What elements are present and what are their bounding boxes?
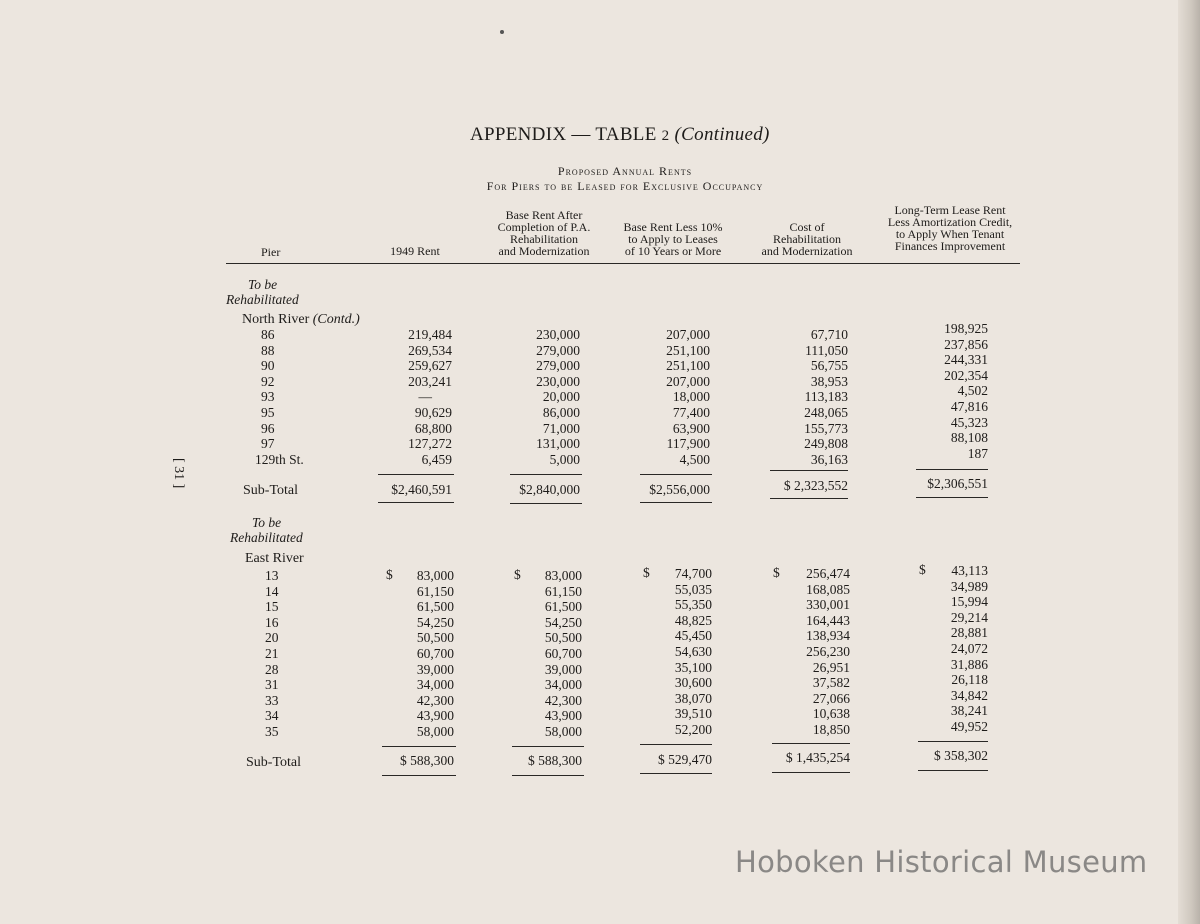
pier-cell: 21 xyxy=(265,645,279,661)
section1-subtotal-label: Sub-Total xyxy=(243,483,299,498)
section2-label-line2: Rehabilitated xyxy=(230,530,303,545)
cost-cell: 330,001 xyxy=(806,597,850,613)
title-number: 2 xyxy=(661,128,670,144)
column-header-1949-rent: 1949 Rent xyxy=(390,244,440,258)
column-header-long-term xyxy=(874,204,1026,252)
subtitle-line1: Proposed Annual Rents xyxy=(557,164,693,178)
rent-cell: 42,300 xyxy=(416,692,454,708)
subtotal-underline xyxy=(512,775,584,776)
longterm-cell: 237,856 xyxy=(944,336,988,352)
column-header-cost xyxy=(750,221,864,257)
ink-speck xyxy=(500,30,504,34)
rent-cell: 90,629 xyxy=(414,404,452,420)
longterm-cell: 34,989 xyxy=(950,578,988,594)
section2-subtotal-longterm: $ 358,302 xyxy=(934,748,988,763)
less10-cell: 52,200 xyxy=(674,721,712,737)
cost-cell: 111,050 xyxy=(805,342,848,358)
section2-label-line1: To be xyxy=(252,515,282,530)
pier-cell: 86 xyxy=(261,327,275,342)
pier-cell: 92 xyxy=(261,373,275,389)
subtotal-rule xyxy=(640,744,712,745)
cost-cell: 249,808 xyxy=(804,436,848,452)
base-cell: 50,500 xyxy=(544,630,582,646)
base-cell: 279,000 xyxy=(536,358,580,374)
longterm-cell: 15,994 xyxy=(950,594,988,610)
subtotal-underline xyxy=(918,770,988,771)
rent-cell: 83,000 xyxy=(416,568,454,583)
cost-cell: 164,443 xyxy=(806,612,850,628)
dollar-sign: $ xyxy=(919,562,926,577)
less10-cell: 35,100 xyxy=(674,659,712,675)
less10-cell: 117,900 xyxy=(666,436,710,452)
subtotal-rule xyxy=(640,474,712,475)
header-line: Base Rent After xyxy=(505,208,583,222)
cost-cell: 27,066 xyxy=(812,690,850,706)
header-line: to Apply When Tenant xyxy=(895,227,1005,241)
rent-cell: 54,250 xyxy=(416,614,454,630)
column-header-base-less-10 xyxy=(612,221,734,257)
less10-cell: 30,600 xyxy=(674,675,712,691)
less10-cell: 207,000 xyxy=(666,327,710,342)
less10-cell: 18,000 xyxy=(672,389,710,405)
rent-cell: 60,700 xyxy=(416,645,454,661)
header-line: of 10 Years or More xyxy=(624,244,722,258)
less10-cell: 48,825 xyxy=(674,612,712,628)
longterm-cell: 202,354 xyxy=(944,367,988,383)
less10-cell: 251,100 xyxy=(666,358,710,374)
longterm-cell: 43,113 xyxy=(951,563,988,578)
header-line: to Apply to Leases xyxy=(628,232,718,246)
longterm-cell: 4,502 xyxy=(957,383,988,399)
base-cell: 86,000 xyxy=(542,404,580,420)
header-rule xyxy=(226,263,1020,264)
header-line: Rehabilitation xyxy=(773,232,841,246)
base-cell: 34,000 xyxy=(544,677,582,693)
section2-subtotal-1949: $ 588,300 xyxy=(400,753,454,768)
column-header-base-rent xyxy=(485,209,603,257)
base-cell: 61,500 xyxy=(544,599,582,615)
section1-longterm-column xyxy=(906,321,988,461)
section2-1949-rent-column xyxy=(372,568,454,740)
rent-cell: 203,241 xyxy=(408,373,452,389)
museum-watermark: Hoboken Historical Museum xyxy=(735,845,1148,879)
cost-cell: 10,638 xyxy=(812,706,850,722)
header-line: Finances Improvement xyxy=(894,239,1006,253)
pier-cell: 34 xyxy=(265,708,279,724)
less10-cell: 207,000 xyxy=(666,373,710,389)
longterm-cell: 24,072 xyxy=(950,640,988,656)
base-cell: 54,250 xyxy=(544,614,582,630)
less10-cell: 45,450 xyxy=(674,628,712,644)
base-cell: 39,000 xyxy=(544,661,582,677)
base-cell: 58,000 xyxy=(544,723,582,739)
dollar-sign: $ xyxy=(386,567,393,582)
pier-cell: 96 xyxy=(261,420,275,436)
section1-river xyxy=(242,312,360,328)
subtotal-rule xyxy=(916,469,988,470)
rent-cell: 43,900 xyxy=(416,708,454,724)
section1-1949-rent-column xyxy=(370,327,452,467)
section1-subtotal-base: $2,840,000 xyxy=(519,482,580,497)
rent-cell: 259,627 xyxy=(408,358,452,374)
subtotal-rule xyxy=(510,474,582,475)
column-header-pier: Pier xyxy=(261,245,281,259)
rent-cell: 219,484 xyxy=(408,327,452,342)
base-cell: 230,000 xyxy=(536,327,580,342)
base-cell: 60,700 xyxy=(544,645,582,661)
longterm-cell: 38,241 xyxy=(950,703,988,719)
less10-cell: 54,630 xyxy=(674,643,712,659)
longterm-cell: 45,323 xyxy=(950,414,988,430)
cost-cell: 155,773 xyxy=(804,420,848,436)
less10-cell: 55,350 xyxy=(674,597,712,613)
header-line: and Modernization xyxy=(498,244,590,258)
less10-cell: 4,500 xyxy=(679,451,710,467)
cost-cell: 67,710 xyxy=(810,327,848,342)
pier-cell: 13 xyxy=(265,568,279,583)
cost-cell: 38,953 xyxy=(810,373,848,389)
base-cell: 61,150 xyxy=(544,583,582,599)
subtotal-rule xyxy=(512,746,584,747)
dollar-sign: $ xyxy=(514,567,521,582)
river-name: North River xyxy=(242,312,310,327)
longterm-cell: 29,214 xyxy=(950,609,988,625)
table-title xyxy=(470,124,770,146)
rent-cell: 50,500 xyxy=(416,630,454,646)
page-number: [ 31 ] xyxy=(171,458,186,489)
longterm-cell: 47,816 xyxy=(950,398,988,414)
section2-river: East River xyxy=(245,551,304,566)
cost-cell: 138,934 xyxy=(806,628,850,644)
section1-subtotal-longterm: $2,306,551 xyxy=(927,476,988,491)
rent-cell: 61,150 xyxy=(416,583,454,599)
title-main: APPENDIX — TABLE xyxy=(470,124,657,145)
rent-cell: 68,800 xyxy=(414,420,452,436)
header-line: Long-Term Lease Rent xyxy=(894,203,1006,217)
section2-pier-column xyxy=(265,568,279,740)
less10-cell: 39,510 xyxy=(674,706,712,722)
section1-less10-column xyxy=(630,327,710,467)
subtotal-underline xyxy=(770,498,848,499)
longterm-cell: 28,881 xyxy=(950,625,988,641)
section2-subtotal-cost: $ 1,435,254 xyxy=(785,750,850,765)
cost-cell: 256,474 xyxy=(806,566,850,581)
section1-label-line2: Rehabilitated xyxy=(226,292,299,307)
section2-cost-column xyxy=(766,566,850,738)
subtotal-underline xyxy=(378,502,454,503)
longterm-cell: 187 xyxy=(967,445,988,461)
subtotal-rule xyxy=(382,746,456,747)
rent-cell: 39,000 xyxy=(416,661,454,677)
less10-cell: 38,070 xyxy=(674,690,712,706)
cost-cell: 168,085 xyxy=(806,581,850,597)
dollar-sign: $ xyxy=(773,565,780,580)
longterm-cell: 49,952 xyxy=(950,718,988,734)
pier-cell: 33 xyxy=(265,692,279,708)
section2-subtotal-less10: $ 529,470 xyxy=(658,752,712,767)
less10-cell: 77,400 xyxy=(672,404,710,420)
base-cell: 42,300 xyxy=(544,692,582,708)
rent-cell: 269,534 xyxy=(408,342,452,358)
cost-cell: 248,065 xyxy=(804,404,848,420)
pier-cell: 14 xyxy=(265,583,279,599)
base-cell: 230,000 xyxy=(536,373,580,389)
header-line: Less Amortization Credit, xyxy=(887,215,1013,229)
dollar-sign: $ xyxy=(643,565,650,580)
section2-longterm-column xyxy=(906,563,988,735)
subtotal-rule xyxy=(918,741,988,742)
cost-cell: 36,163 xyxy=(810,451,848,467)
header-line: Cost of xyxy=(789,220,825,234)
base-cell: 131,000 xyxy=(536,436,580,452)
header-line: and Modernization xyxy=(761,244,853,258)
rent-cell: 58,000 xyxy=(416,723,454,739)
river-note: (Contd.) xyxy=(312,312,360,327)
base-cell: 20,000 xyxy=(542,389,580,405)
section1-pier-column xyxy=(255,327,304,467)
cost-cell: 113,183 xyxy=(804,389,848,405)
base-cell: 279,000 xyxy=(536,342,580,358)
less10-cell: 251,100 xyxy=(666,342,710,358)
pier-cell: 88 xyxy=(261,342,275,358)
rent-cell: — xyxy=(418,389,432,405)
pier-cell: 16 xyxy=(265,614,279,630)
pier-cell: 35 xyxy=(265,723,279,739)
cost-cell: 37,582 xyxy=(812,675,850,691)
longterm-cell: 198,925 xyxy=(944,321,988,336)
base-cell: 83,000 xyxy=(544,568,582,583)
subtotal-rule xyxy=(378,474,454,475)
subtotal-rule xyxy=(770,470,848,471)
pier-cell: 28 xyxy=(265,661,279,677)
cost-cell: 256,230 xyxy=(806,643,850,659)
base-cell: 71,000 xyxy=(542,420,580,436)
rent-cell: 6,459 xyxy=(421,451,452,467)
pier-cell: 93 xyxy=(261,389,275,405)
subtotal-underline xyxy=(382,775,456,776)
page-gutter-shadow xyxy=(1178,0,1200,924)
section2-subtotal-base: $ 588,300 xyxy=(528,753,582,768)
pier-cell: 97 xyxy=(261,436,275,452)
less10-cell: 74,700 xyxy=(674,566,712,581)
header-line: Rehabilitation xyxy=(510,232,578,246)
section2-base-rent-column xyxy=(502,568,582,740)
longterm-cell: 31,886 xyxy=(950,656,988,672)
subtotal-underline xyxy=(772,772,850,773)
subtotal-underline xyxy=(510,503,582,504)
subtotal-underline xyxy=(640,773,712,774)
section1-cost-column xyxy=(766,327,848,467)
longterm-cell: 26,118 xyxy=(951,672,988,688)
pier-cell: 90 xyxy=(261,358,275,374)
subtotal-rule xyxy=(772,743,850,744)
subtotal-underline xyxy=(916,497,988,498)
longterm-cell: 244,331 xyxy=(944,352,988,368)
longterm-cell: 34,842 xyxy=(950,687,988,703)
base-cell: 43,900 xyxy=(544,708,582,724)
pier-cell: 15 xyxy=(265,599,279,615)
section1-subtotal-cost: $ 2,323,552 xyxy=(783,478,848,493)
section2-subtotal-label: Sub-Total xyxy=(246,755,302,770)
section1-subtotal-1949: $2,460,591 xyxy=(391,482,452,497)
subtitle-line2: For Piers to be Leased for Exclusive Occupancy xyxy=(486,179,764,193)
section1-base-rent-column xyxy=(500,327,580,467)
rent-cell: 34,000 xyxy=(416,677,454,693)
pier-cell: 129th St. xyxy=(255,451,304,467)
pier-cell: 95 xyxy=(261,404,275,420)
cost-cell: 56,755 xyxy=(810,358,848,374)
base-cell: 5,000 xyxy=(549,451,580,467)
rent-cell: 127,272 xyxy=(408,436,452,452)
section2-less10-column xyxy=(632,566,712,738)
longterm-cell: 88,108 xyxy=(950,430,988,446)
title-continued: (Continued) xyxy=(674,124,770,145)
less10-cell: 55,035 xyxy=(674,581,712,597)
cost-cell: 18,850 xyxy=(812,721,850,737)
header-line: Base Rent Less 10% xyxy=(623,220,723,234)
section1-subtotal-less10: $2,556,000 xyxy=(649,482,710,497)
rent-cell: 61,500 xyxy=(416,599,454,615)
cost-cell: 26,951 xyxy=(812,659,850,675)
pier-cell: 20 xyxy=(265,630,279,646)
less10-cell: 63,900 xyxy=(672,420,710,436)
pier-cell: 31 xyxy=(265,677,279,693)
header-line: Completion of P.A. xyxy=(497,220,591,234)
section1-label-line1: To be xyxy=(248,277,278,292)
subtotal-underline xyxy=(640,502,712,503)
